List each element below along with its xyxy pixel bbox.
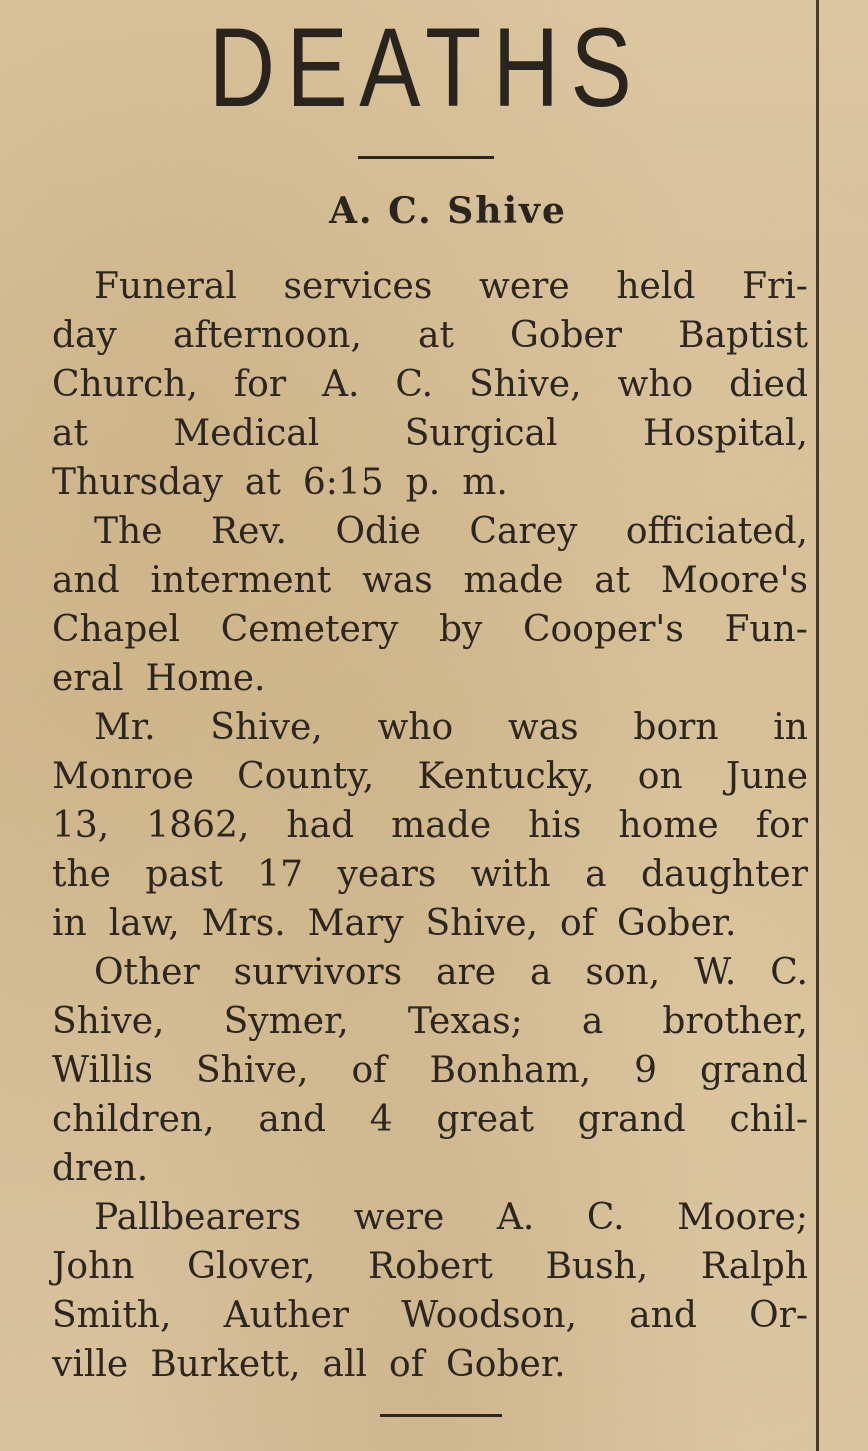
word: Mr. (94, 707, 156, 748)
article-line (52, 899, 808, 948)
word: was (361, 560, 433, 601)
word: Robert (368, 1246, 493, 1287)
article-line (52, 997, 808, 1046)
word: John (52, 1246, 135, 1287)
word: chil- (729, 1099, 808, 1140)
article-line (52, 1144, 808, 1193)
word: officiated, (625, 511, 808, 552)
word: Thursday (52, 462, 223, 503)
word: held (616, 266, 696, 307)
article-line (52, 1193, 808, 1242)
word: for (233, 364, 287, 405)
word: afternoon, (172, 315, 362, 356)
word: Pallbearers (94, 1197, 302, 1238)
article-line (52, 1340, 808, 1389)
word: had (286, 805, 355, 846)
word: Or- (749, 1295, 808, 1336)
word: interment (150, 560, 332, 601)
word: Glover, (187, 1246, 316, 1287)
word: past (145, 854, 223, 895)
word: were (479, 266, 570, 307)
word: by (438, 609, 483, 650)
headline-divider (358, 156, 494, 159)
word: Gober. (617, 903, 737, 944)
article-line (52, 654, 808, 703)
word: 17 (257, 854, 304, 895)
article-line (52, 556, 808, 605)
word: Gober. (446, 1344, 566, 1385)
word: Mrs. (201, 903, 286, 944)
word: Fun- (724, 609, 808, 650)
word: Monroe (52, 756, 194, 797)
word: grand (577, 1099, 686, 1140)
word: Woodson, (401, 1295, 577, 1336)
word: who (377, 707, 454, 748)
word: Shive, (425, 903, 538, 944)
word: for (755, 805, 808, 846)
word: Mary (307, 903, 404, 944)
word: Burkett, (150, 1344, 301, 1385)
word: a (529, 952, 552, 993)
word: of (351, 1050, 387, 1091)
article-line (52, 948, 808, 997)
word: A. (322, 364, 360, 405)
word: C. (395, 364, 434, 405)
word: of (389, 1344, 425, 1385)
word: were (353, 1197, 445, 1238)
word: Moore; (677, 1197, 808, 1238)
word: Shive, (52, 1001, 165, 1042)
word: years (337, 854, 437, 895)
word: Shive, (469, 364, 582, 405)
word: died (729, 364, 808, 405)
word: at (52, 413, 88, 454)
word: born (633, 707, 719, 748)
word: Smith, (52, 1295, 172, 1336)
article-line (52, 1242, 808, 1291)
article-line (52, 605, 808, 654)
article-line (52, 1291, 808, 1340)
obituary-body (52, 262, 808, 1389)
word: eral (52, 658, 124, 699)
word: Hospital, (642, 413, 808, 454)
word: survivors (233, 952, 403, 993)
word: at (244, 462, 281, 503)
word: Carey (469, 511, 578, 552)
word: A. (496, 1197, 535, 1238)
article-line (52, 311, 808, 360)
word: Bonham, (429, 1050, 592, 1091)
word: Baptist (678, 315, 808, 356)
word: and (258, 1099, 327, 1140)
word: made (463, 560, 564, 601)
article-line (52, 801, 808, 850)
word: W. (694, 952, 737, 993)
word: a (585, 854, 607, 895)
word: are (436, 952, 496, 993)
word: of (560, 903, 595, 944)
word: at (417, 315, 454, 356)
word: who (617, 364, 694, 405)
word: 13, (52, 805, 110, 846)
word: son, (585, 952, 661, 993)
word: Rev. (211, 511, 287, 552)
word: a (581, 1001, 604, 1042)
word: was (507, 707, 579, 748)
word: June (725, 756, 808, 797)
word: Cooper's (522, 609, 684, 650)
word: Surgical (404, 413, 558, 454)
word: ville (52, 1344, 129, 1385)
article-line (52, 703, 808, 752)
word: m. (462, 462, 508, 503)
word: in (52, 903, 87, 944)
article-line (52, 850, 808, 899)
word: Chapel (52, 609, 181, 650)
word: great (436, 1099, 534, 1140)
article-line (52, 262, 808, 311)
word: C. (586, 1197, 625, 1238)
word: at (594, 560, 631, 601)
word: with (470, 854, 551, 895)
word: law, (108, 903, 180, 944)
word: the (52, 854, 111, 895)
word: day (52, 315, 117, 356)
word: all (322, 1344, 368, 1385)
article-line (52, 360, 808, 409)
word: Church, (52, 364, 198, 405)
article-line (52, 752, 808, 801)
word: and (629, 1295, 697, 1336)
word: services (283, 266, 433, 307)
word: Home. (145, 658, 266, 699)
word: Willis (52, 1050, 153, 1091)
word: Shive, (195, 1050, 309, 1091)
word: children, (52, 1099, 215, 1140)
obituary-name: A. C. Shive (329, 190, 567, 232)
word: p. (405, 462, 441, 503)
article-line (52, 1046, 808, 1095)
word: grand (700, 1050, 808, 1091)
end-divider (380, 1414, 502, 1417)
word: 6:15 (302, 462, 384, 503)
word: made (391, 805, 492, 846)
word: on (637, 756, 683, 797)
word: and (52, 560, 120, 601)
word: County, (237, 756, 375, 797)
word: Other (94, 952, 200, 993)
word: in (773, 707, 808, 748)
word: Funeral (94, 266, 237, 307)
word: Shive, (210, 707, 323, 748)
word: 4 (369, 1099, 393, 1140)
word: his (528, 805, 582, 846)
word: Kentucky, (417, 756, 595, 797)
article-line (52, 409, 808, 458)
word: Symer, (223, 1001, 349, 1042)
word: home (618, 805, 719, 846)
article-line (52, 458, 808, 507)
section-headline: DEATHS (208, 5, 644, 130)
word: Auther (223, 1295, 349, 1336)
word: Gober (510, 315, 623, 356)
word: Cemetery (220, 609, 399, 650)
word: C. (770, 952, 808, 993)
article-line (52, 1095, 808, 1144)
word: dren. (52, 1148, 149, 1189)
word: The (94, 511, 163, 552)
word: Odie (335, 511, 421, 552)
word: 1862, (146, 805, 250, 846)
word: Medical (173, 413, 320, 454)
word: Ralph (700, 1246, 808, 1287)
word: Moore's (660, 560, 808, 601)
word: Texas; (407, 1001, 523, 1042)
word: daughter (641, 854, 808, 895)
word: brother, (662, 1001, 808, 1042)
article-line (52, 507, 808, 556)
word: 9 (634, 1050, 657, 1091)
word: Bush, (545, 1246, 649, 1287)
word: Fri- (742, 266, 808, 307)
